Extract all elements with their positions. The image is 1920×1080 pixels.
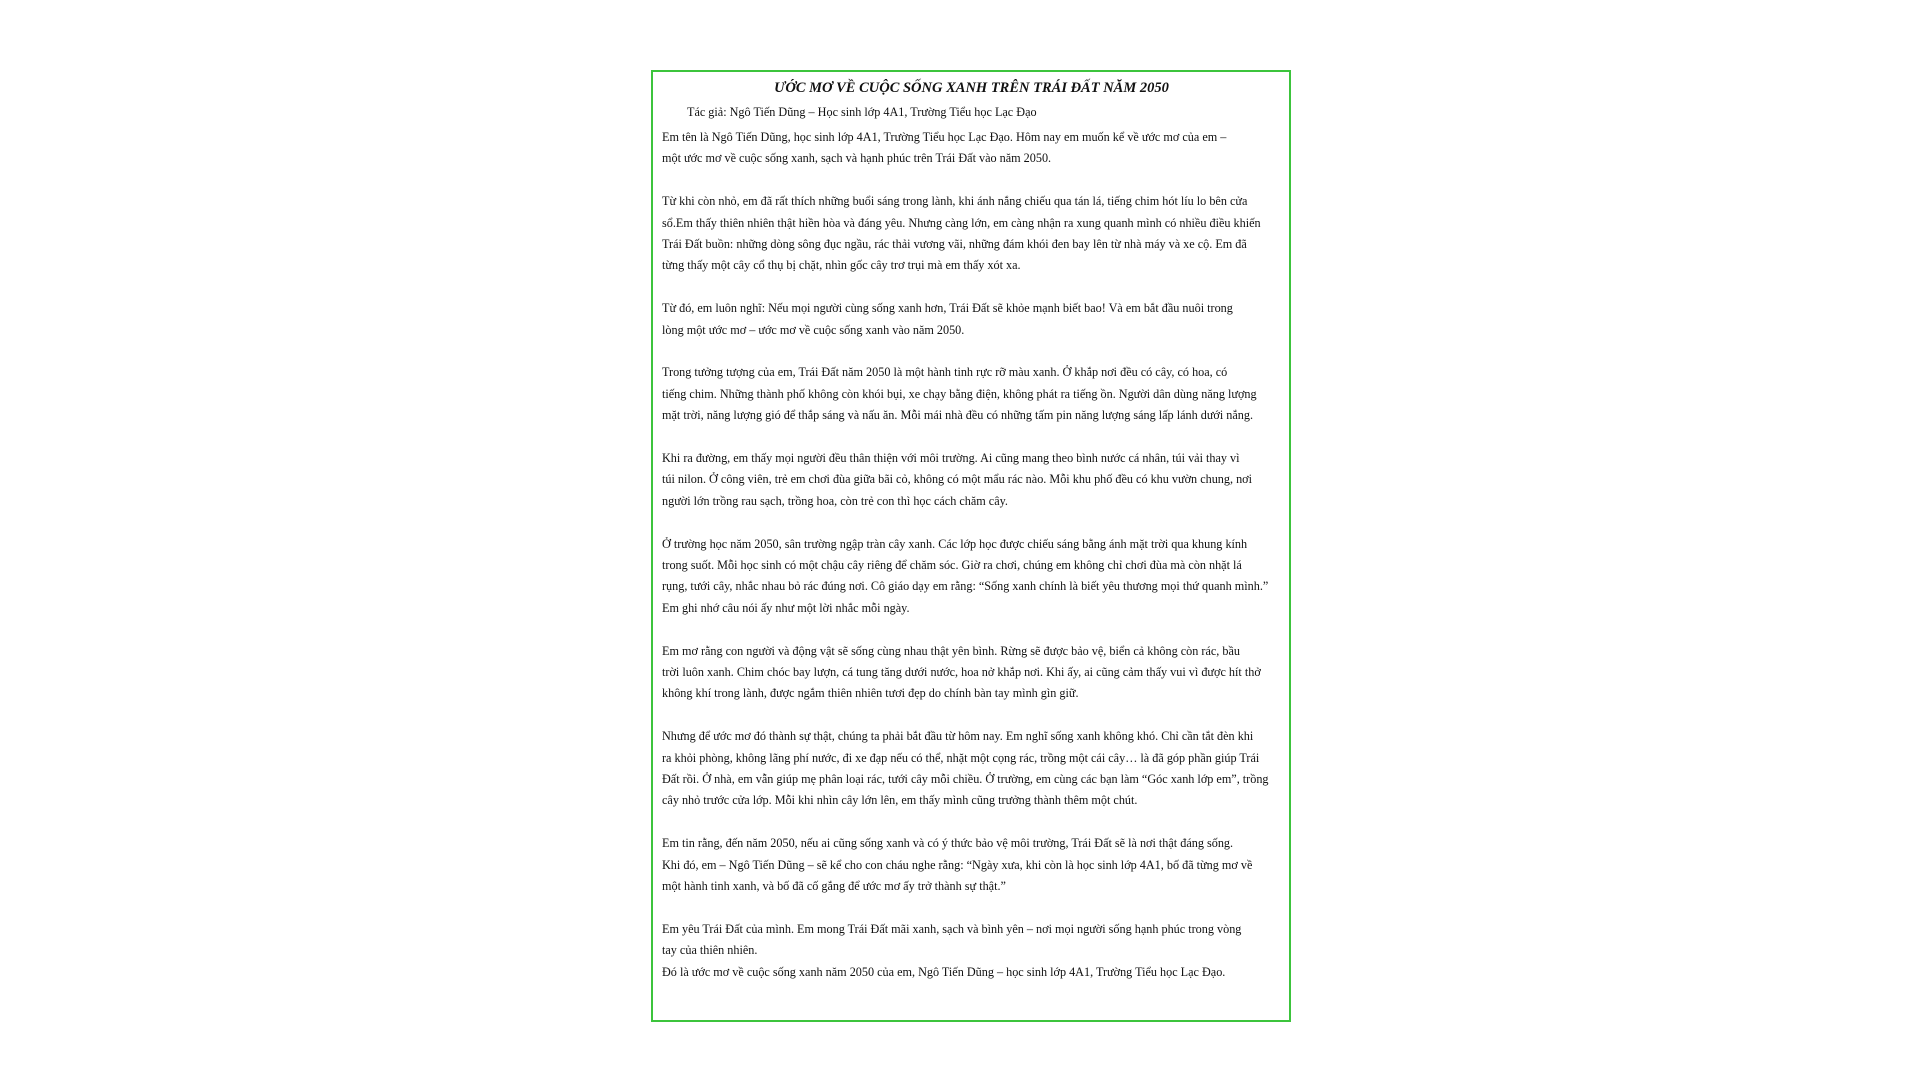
paragraph-closing: Đó là ước mơ về cuộc sống xanh năm 2050 của em, Ngô Tiến Dũng – học sinh lớp 4A1, Trường Tiểu học Lạc Đạo. [662, 964, 1226, 979]
document-title: ƯỚC MƠ VỀ CUỘC SỐNG XANH TRÊN TRÁI ĐẤT NĂM 2050 [774, 80, 1169, 96]
paragraph-gap [662, 427, 1281, 448]
paragraph-gap [662, 277, 1281, 298]
paragraph-street: Khi ra đường, em thấy mọi người đều thân thiện với môi trường. Ai cũng mang theo bình nước cá nhân, túi vải thay vì túi nilon. Ở công viên, trẻ em chơi đùa giữa bãi cỏ, không có một mẩu rác nào. Mỗi khu phố đều có khu vườn chung, nơi người lớn trồng rau sạch, trồng hoa, còn trẻ con thì học cách chăm cây. [662, 451, 1253, 508]
paragraph-intro: Em tên là Ngô Tiến Dũng, học sinh lớp 4A1, Trường Tiểu học Lạc Đạo. Hôm nay em muốn kể về ước mơ của em – một ước mơ về cuộc sống xanh, sạch và hạnh phúc trên Trái Đất vào năm 2050. [662, 130, 1227, 166]
paragraph-gap [662, 341, 1281, 362]
paragraph-action: Nhưng để ước mơ đó thành sự thật, chúng ta phải bắt đầu từ hôm nay. Em nghĩ sống xanh không khó. Chỉ cần tắt đèn khi ra khỏi phòng, không lãng phí nước, đi xe đạp nếu có thể, nhặt một cọng rác, trồng một cái cây… là đã góp phần giúp Trái Đất rồi. Ở nhà, em vẫn giúp mẹ phân loại rác, tưới cây mỗi chiều. Ở trường, em cùng các bạn làm “Góc xanh lớp em”, trồng cây nhỏ trước cửa lớp. Mỗi khi nhìn cây lớn lên, em thấy mình cũng trưởng thành thêm một chút. [662, 729, 1269, 808]
paragraph-dream-start: Từ đó, em luôn nghĩ: Nếu mọi người cùng sống xanh hơn, Trái Đất sẽ khỏe mạnh biết bao! Và em bắt đầu nuôi trong lòng một ước mơ – ước mơ về cuộc sống xanh vào năm 2050. [662, 301, 1233, 337]
paragraph-imagination: Trong tưởng tượng của em, Trái Đất năm 2050 là một hành tinh rực rỡ màu xanh. Ở khắp nơi đều có cây, có hoa, có tiếng chim. Những thành phố không còn khói bụi, xe chạy bằng điện, không phát ra tiếng ồn. Người dân dùng năng lượng mặt trời, năng lượng gió để thắp sáng và nấu ăn. Mỗi mái nhà đều có những tấm pin năng lượng sáng lấp lánh dưới nắng. [662, 365, 1257, 423]
paragraph-gap [662, 512, 1281, 533]
paragraph-gap [662, 898, 1281, 919]
document-author: Tác giả: Ngô Tiến Dũng – Học sinh lớp 4A1, Trường Tiểu học Lạc Đạo [687, 105, 1037, 119]
paragraph-nature: Em mơ rằng con người và động vật sẽ sống cùng nhau thật yên bình. Rừng sẽ được bảo vệ, biển cả không còn rác, bầu trời luôn xanh. Chim chóc bay lượn, cá tung tăng dưới nước, hoa nở khắp nơi. Khi ấy, ai cũng cảm thấy vui vì được hít thở không khí trong lành, được ngắm thiên nhiên tươi đẹp do chính bàn tay mình gìn giữ. [662, 643, 1261, 701]
paragraph-gap [662, 619, 1281, 640]
document-page [651, 70, 1291, 1022]
paragraph-gap [662, 812, 1281, 833]
paragraph-future: Em tin rằng, đến năm 2050, nếu ai cũng sống xanh và có ý thức bảo vệ môi trường, Trái Đất sẽ là nơi thật đáng sống. Khi đó, em – Ngô Tiến Dũng – sẽ kể cho con cháu nghe rằng: “Ngày xưa, khi còn là học sinh lớp 4A1, bố đã từng mơ về một hành tinh xanh, và bố đã cố gắng để ước mơ ấy trở thành sự thật.” [662, 836, 1253, 894]
paragraph-school: Ở trường học năm 2050, sân trường ngập tràn cây xanh. Các lớp học được chiếu sáng bằng ánh mặt trời qua khung kính trong suốt. Mỗi học sinh có một chậu cây riêng để chăm sóc. Giờ ra chơi, chúng em không chỉ chơi đùa mà còn nhặt lá rụng, tưới cây, nhắc nhau bỏ rác đúng nơi. Cô giáo dạy em rằng: “Sống xanh chính là biết yêu thương mọi thứ quanh mình.” Em ghi nhớ câu nói ấy như một lời nhắc mỗi ngày. [662, 536, 1269, 615]
paragraph-gap [662, 705, 1281, 726]
paragraph-love: Em yêu Trái Đất của mình. Em mong Trái Đất mãi xanh, sạch và bình yên – nơi mọi người sống hạnh phúc trong vòng tay của thiên nhiên. [662, 921, 1242, 958]
paragraph-childhood: Từ khi còn nhỏ, em đã rất thích những buổi sáng trong lành, khi ánh nắng chiếu qua tán lá, tiếng chim hót líu lo bên cửa sổ.Em thấy thiên nhiên thật hiền hòa và đáng yêu. Nhưng càng lớn, em càng nhận ra xung quanh mình có nhiều điều khiến Trái Đất buồn: những dòng sông đục ngầu, rác thải vương vãi, những đám khói đen bay lên từ nhà máy và xe cộ. Em đã từng thấy một cây cổ thụ bị chặt, nhìn gốc cây trơ trụi mà em thấy xót xa. [662, 194, 1261, 273]
paragraph-gap [662, 170, 1281, 191]
